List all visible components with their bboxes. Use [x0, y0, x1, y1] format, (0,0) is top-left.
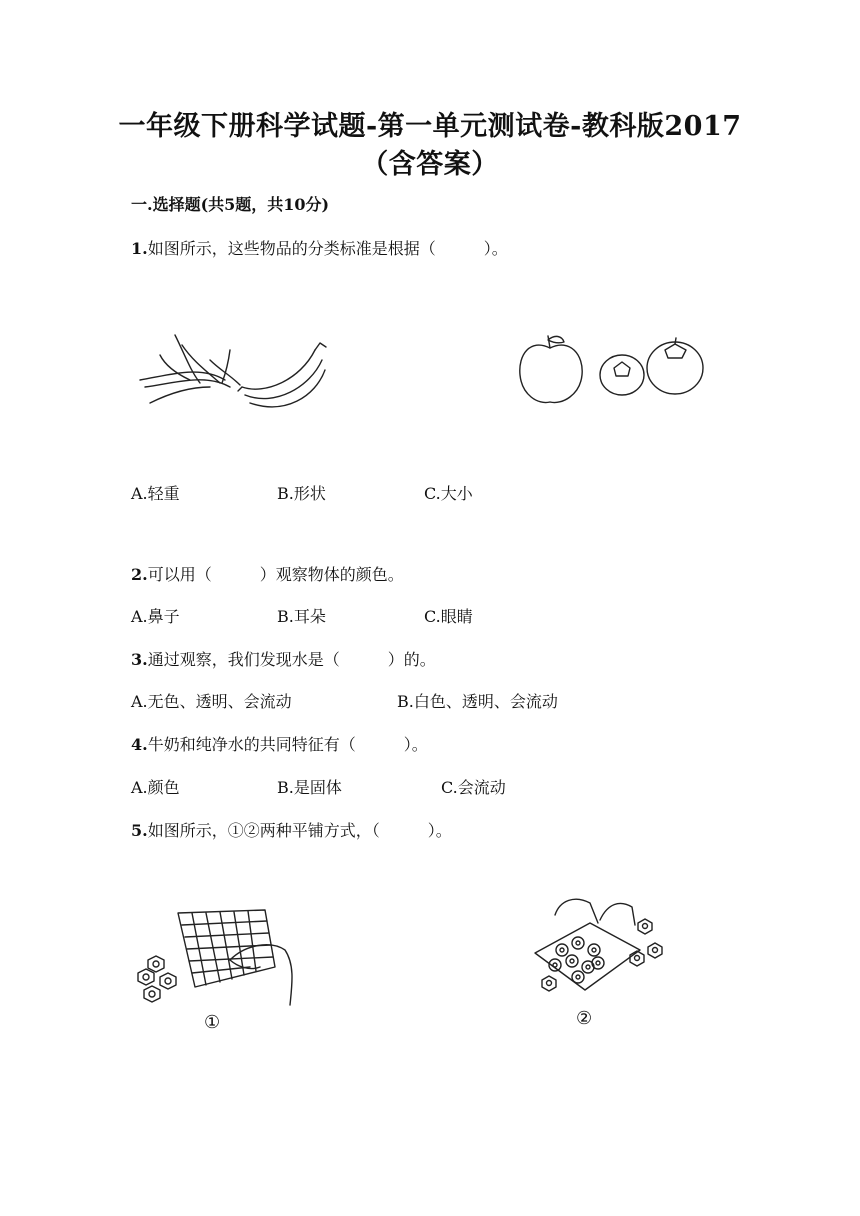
question-number: 3. [131, 650, 148, 669]
q2-option-a: A.鼻子 [131, 607, 180, 626]
question-1 [131, 236, 508, 259]
question-text: 可以用（ ）观察物体的颜色。 [147, 565, 404, 584]
question-2 [131, 562, 404, 585]
tiling-method-1-image [130, 905, 300, 1010]
question-number: 4. [131, 735, 148, 754]
question-number: 2. [131, 565, 148, 584]
q4-option-b: B.是固体 [277, 778, 342, 797]
q2-option-c: C.眼睛 [424, 607, 473, 626]
q3-option-a: A.无色、透明、会流动 [131, 692, 292, 711]
q4-option-c: C.会流动 [441, 778, 506, 797]
peppers-and-bananas-image [130, 325, 330, 415]
figure-label-2: ② [576, 1008, 593, 1029]
question-4 [131, 732, 428, 755]
question-text: 如图所示，这些物品的分类标准是根据（ ）。 [147, 239, 508, 258]
q3-option-b: B.白色、透明、会流动 [397, 692, 558, 711]
q1-option-a: A.轻重 [131, 484, 180, 503]
page-title-line2: （含答案） [361, 149, 499, 180]
q1-option-c: C.大小 [424, 484, 473, 503]
figure-label-1: ① [204, 1012, 221, 1033]
question-3 [131, 647, 436, 670]
section-heading: 一.选择题(共5题，共10分) [131, 195, 330, 214]
question-number: 1. [131, 239, 148, 258]
q1-option-b: B.形状 [277, 484, 326, 503]
question-text: 如图所示，①②两种平铺方式，（ ）。 [147, 821, 452, 840]
apple-and-persimmons-image [510, 330, 710, 410]
tiling-method-2-image [520, 895, 670, 1005]
question-number: 5. [131, 821, 148, 840]
q2-option-b: B.耳朵 [277, 607, 326, 626]
page-title-line1: 一年级下册科学试题-第一单元测试卷-教科版2017 [118, 111, 742, 142]
q4-option-a: A.颜色 [131, 778, 180, 797]
question-text: 牛奶和纯净水的共同特征有（ ）。 [147, 735, 428, 754]
question-text: 通过观察，我们发现水是（ ）的。 [147, 650, 436, 669]
question-5 [131, 818, 452, 841]
